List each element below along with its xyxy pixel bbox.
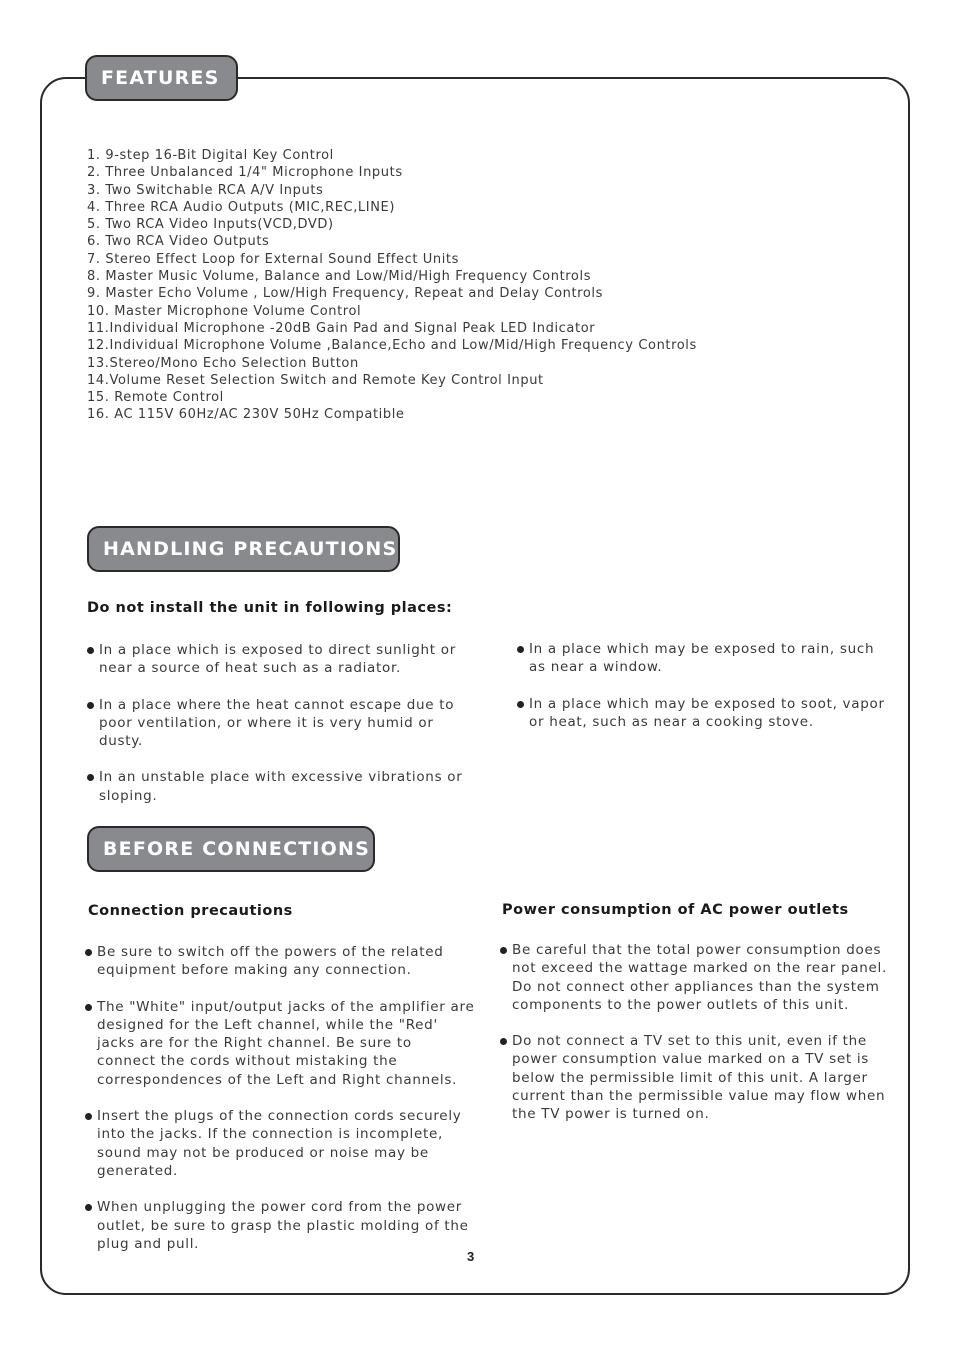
list-item: In a place where the heat cannot escape due to poor ventilation, or where it is very humid or dusty.: [87, 696, 473, 751]
list-item: In an unstable place with excessive vibrations or sloping.: [87, 768, 473, 805]
list-item: Insert the plugs of the connection cords securely into the jacks. If the connection is incomplete, sound may not be produced or noise may be generated.: [85, 1107, 475, 1180]
feature-item: 7. Stereo Effect Loop for External Sound Effect Units: [87, 251, 459, 267]
connection-precautions-list: [85, 943, 475, 1253]
feature-item: 5. Two RCA Video Inputs(VCD,DVD): [87, 217, 334, 233]
list-item: Do not connect a TV set to this unit, even if the power consumption value marked on a TV set is below the permissible limit of this unit. A larger current than the permissible value may flow when the TV power is turned on.: [500, 1032, 888, 1123]
feature-item: 13.Stereo/Mono Echo Selection Button: [87, 355, 359, 371]
feature-item: 6. Two RCA Video Outputs: [87, 234, 270, 250]
list-item: In a place which may be exposed to soot, vapor or heat, such as near a cooking stove.: [517, 695, 887, 732]
list-item: In a place which may be exposed to rain, such as near a window.: [517, 640, 887, 677]
feature-item: 4. Three RCA Audio Outputs (MIC,REC,LINE): [87, 199, 396, 215]
handling-right-list: [517, 640, 887, 731]
feature-item: 11.Individual Microphone -20dB Gain Pad and Signal Peak LED Indicator: [87, 320, 596, 336]
power-consumption-list: [500, 941, 888, 1124]
feature-item: 2. Three Unbalanced 1/4" Microphone Inputs: [87, 165, 403, 181]
list-item: The "White" input/output jacks of the amplifier are designed for the Left channel, while the "Red' jacks are for the Right channel. Be sure to connect the cords without mistaking the correspondences of the Left and Right channels.: [85, 998, 475, 1089]
power-consumption-title: Power consumption of AC power outlets: [502, 902, 849, 918]
page-number: 3: [467, 1249, 475, 1264]
feature-item: 3. Two Switchable RCA A/V Inputs: [87, 182, 324, 198]
features-heading: FEATURES: [85, 55, 238, 101]
handling-subtitle: Do not install the unit in following places:: [87, 600, 453, 616]
list-item: Be sure to switch off the powers of the related equipment before making any connection.: [85, 943, 475, 980]
features-list: [87, 147, 697, 424]
feature-item: 10. Master Microphone Volume Control: [87, 303, 362, 319]
feature-item: 15. Remote Control: [87, 390, 224, 406]
handling-left-list: [87, 641, 473, 805]
list-item: In a place which is exposed to direct sunlight or near a source of heat such as a radiator.: [87, 641, 473, 678]
connection-precautions-title: Connection precautions: [88, 903, 293, 919]
feature-item: 8. Master Music Volume, Balance and Low/Mid/High Frequency Controls: [87, 269, 592, 285]
list-item: Be careful that the total power consumption does not exceed the wattage marked on the rear panel. Do not connect other appliances than the system components to the power outlets of this unit.: [500, 941, 888, 1014]
feature-item: 16. AC 115V 60Hz/AC 230V 50Hz Compatible: [87, 407, 405, 423]
feature-item: 12.Individual Microphone Volume ,Balance,Echo and Low/Mid/High Frequency Controls: [87, 338, 697, 354]
feature-item: 14.Volume Reset Selection Switch and Remote Key Control Input: [87, 372, 544, 388]
before-connections-heading: BEFORE CONNECTIONS: [87, 826, 375, 872]
feature-item: 1. 9-step 16-Bit Digital Key Control: [87, 148, 334, 163]
feature-item: 9. Master Echo Volume , Low/High Frequency, Repeat and Delay Controls: [87, 286, 603, 302]
list-item: When unplugging the power cord from the power outlet, be sure to grasp the plastic molding of the plug and pull.: [85, 1198, 475, 1253]
handling-precautions-heading: HANDLING PRECAUTIONS: [87, 526, 400, 572]
